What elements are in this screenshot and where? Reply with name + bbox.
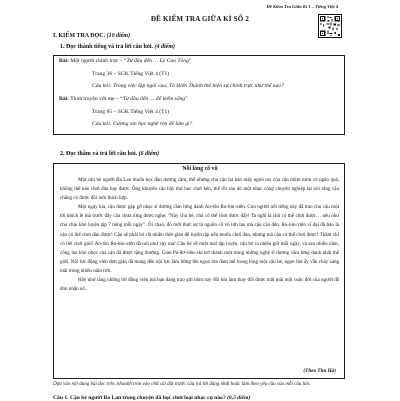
reading-passage-box [53, 163, 345, 379]
reading-item-1-end: ” [188, 58, 192, 64]
reading-item-2 [59, 96, 188, 103]
question-1-points: (0,5 điểm) [227, 395, 251, 401]
story-paragraph: Hãy nhớ rằng những lời động viên mà bạn đang trao gửi hôm nay đối khi làm thay đổi được mãi mãi một cuộc đời của người đã đón nhận nó. [60, 277, 339, 293]
reading-item-1-text: Một người chính trực – “ [70, 58, 127, 64]
reading-item-1-page: Trang 36 – SGK Tiếng Việt 4 (T1) [92, 71, 170, 77]
reading-item-2-question-label: Câu hỏi: [92, 121, 112, 127]
instruction-note: Dựa vào nội dung bài đọc trên, khoanh tròn vào chữ cái đặt trước câu trả lời đúng nhất hoặc làm theo yêu cầu của mỗi câu hỏi. [53, 382, 311, 387]
reading-item-2-text: Thưa truyện với mẹ – “ [70, 96, 123, 102]
reading-item-2-end: ” [185, 96, 188, 102]
part-1-title: 1. Đọc thành tiếng và trả lời câu hỏi. [60, 44, 153, 50]
question-1 [53, 395, 250, 401]
story-author: (Theo Thu Hà) [303, 368, 336, 374]
reading-item-2-label: Bài: [59, 96, 69, 102]
reading-item-1-label: Bài: [59, 58, 69, 64]
part-1-heading [60, 44, 175, 50]
reading-item-1-question-label: Câu hỏi: [92, 83, 112, 89]
reading-item-1-question-text: Trong việc lập ngôi vua, Tô Hiến Thành thể hiện sự chính trực như thế nào? [113, 83, 284, 89]
part-2-title: 2. Đọc thầm và trả lời câu hỏi. [60, 151, 138, 157]
story-paragraph: Một cậu bé người Ba Lan muốn học đàn dương cầm, thế nhưng cha cậu lại bảo mấy ngón tay của cậu mũm mĩm và ngắn quá, không thể nào chơi đàn hay được. Ông khuyên cậu hãy thử học chơi kèn, thế rồi sau đó một nhạc công chuyên nghiệp lại nói rằng cậu chẳng có được đôi môi thích hợp. [60, 177, 339, 202]
reading-item-2-quote: Từ đầu đến … để kiếm sống [122, 96, 186, 102]
reading-item-2-page: Trang 85 – SGK Tiếng Việt 4 (T1) [92, 109, 170, 115]
reading-item-1-quote: Từ đầu đến … Lý Cao Tông [126, 58, 189, 64]
section-1-heading [53, 33, 130, 39]
part-2-points: (6 điểm) [138, 151, 160, 157]
reading-item-1-question [92, 83, 284, 90]
section-1-title: I. KIỂM TRA ĐỌC. [53, 33, 106, 39]
reading-aloud-box [53, 55, 345, 135]
part-1-points: (4 điểm) [154, 44, 175, 50]
section-1-points: (10 điểm) [106, 33, 131, 39]
reading-item-2-question-text: Cương xin học nghề rèn để làm gì? [113, 121, 193, 127]
page-title: ĐỀ KIỂM TRA GIỮA KÌ SỐ 2 [150, 15, 250, 23]
story-title: Nỗi lòng cô vũ [182, 166, 218, 172]
question-1-text: Câu 1. Cậu bé người Ba Lan trong chuyện đã học chơi loại nhạc cụ nào? [53, 395, 226, 401]
story-body [60, 176, 339, 294]
part-2-heading [60, 151, 159, 157]
reading-item-2-question [92, 121, 192, 128]
reading-item-1 [59, 58, 191, 65]
story-paragraph: Một ngày kia, cậu được gặp gỡ nhạc sĩ dương cầm lừng danh An-tôn Ru-bin-xtên. Con người nổi tiếng này đã trao cho cậu một lời khích lệ mà trước đây cậu chưa từng được nghe: “Này chú bé, chú có thể chơi được đấy! Ta nghĩ là chú có thể chơi được… nếu như chú chịu khó luyện tập 7 tiếng mỗi ngày”. Ôi chao, đó mới thực sự là nguồn cổ vũ lớn lao mà cậu cần đến. Ru-bin-xtên vĩ đại đã bảo là cậu có thể chơi đàn được! Cậu sẽ phải bỏ rất nhiều thời gian để luyện tập nếu muốn chơi đàn, nhưng mà cậu có thể chơi được! Thầm chi có thể chơi giỏi! An-tôn Ru-bin-xtên đã nói như vậy mà! Cậu bé về miệt mài tập luyện, cậu bỏ ra nhiều giờ mỗi ngày, và sau nhiều năm, công lao khó nhọc của cậu đã được tặng thưởng. Gian Pa-đơ-riêu-xki trở thành một trong những nghệ sĩ dương cầm lừng danh nhất thế giới. Nỗi lực động viên đơn giản đã mang đến nội lực làm bừng lên ngọn lửa đam mê trong lòng một cậu bé, ngọn lửa ấy vẫn cháy sáng mãi trong nhiều năm trời. [60, 204, 339, 274]
running-header: Đề Kiểm Tra Giữa Kì 1 – Tiếng Việt 4 [266, 4, 338, 9]
